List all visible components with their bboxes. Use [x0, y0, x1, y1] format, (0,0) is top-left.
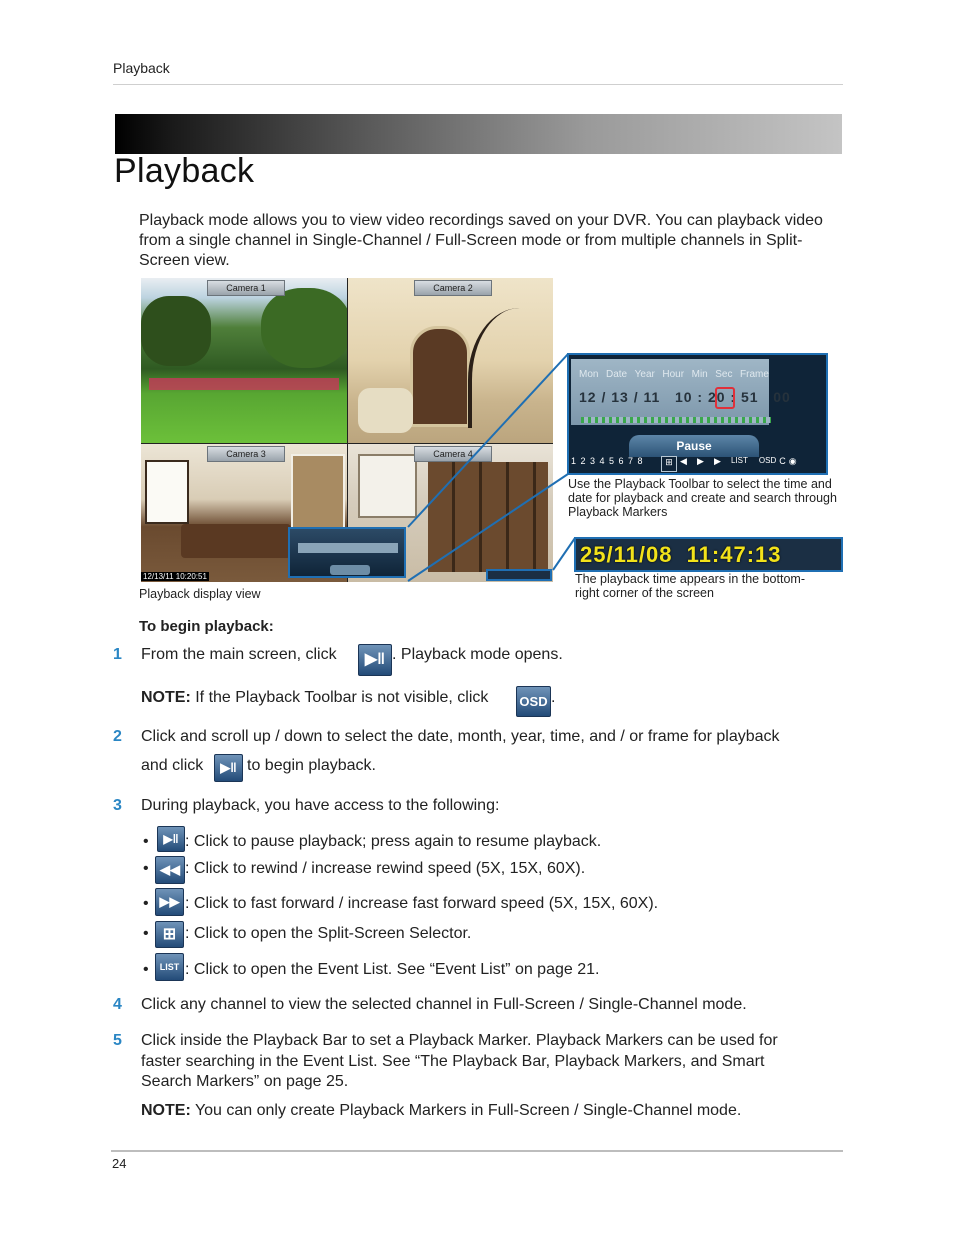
toolbar-marker-bar[interactable] — [581, 417, 771, 423]
time-readout-caption: The playback time appears in the bottom-right corner of the screen — [575, 572, 805, 600]
camera-3-label: Camera 3 — [207, 446, 285, 462]
note-2: NOTE: You can only create Playback Markers in Full-Screen / Single-Channel mode. — [141, 1102, 742, 1119]
display-caption: Playback display view — [139, 587, 261, 601]
min-field-highlight[interactable] — [715, 387, 735, 409]
split-screen-icon[interactable]: ⊞ — [155, 921, 184, 948]
fast-forward-icon[interactable]: ▶▶ — [155, 888, 184, 916]
rewind-icon[interactable]: ◀ — [680, 456, 687, 466]
steps-heading: To begin playback: — [139, 618, 274, 635]
bullet-dot: • — [143, 860, 149, 877]
note-1: NOTE: If the Playback Toolbar is not visible, click — [141, 689, 489, 706]
toolbar-time-value[interactable]: 12 / 13 / 11 10 : 20 : 51 00 — [579, 389, 791, 405]
rewind-icon[interactable]: ◀◀ — [155, 856, 185, 884]
toolbar-field-labels: Mon Date Year Hour Min Sec Frame — [579, 369, 769, 380]
note-1-end: . — [551, 689, 556, 706]
bullet-split-screen: : Click to open the Split-Screen Selector. — [185, 925, 472, 942]
bullet-dot: • — [143, 961, 149, 978]
step-5-line-2: faster searching in the Event List. See “The Playback Bar, Playback Markers, and Smart — [141, 1053, 765, 1070]
list-icon[interactable]: LIST — [731, 456, 748, 465]
bullet-event-list: : Click to open the Event List. See “Event List” on page 21. — [185, 961, 600, 978]
step-2-line-2: and click — [141, 757, 204, 774]
camera-icon[interactable]: ◉ — [788, 456, 797, 466]
bullet-play-pause: : Click to pause playback; press again to resume playback. — [185, 833, 602, 850]
play-pause-icon[interactable]: ▶‖ — [214, 754, 243, 782]
bullet-dot: • — [143, 833, 149, 850]
bullet-dot: • — [143, 895, 149, 912]
osd-icon[interactable]: OSD — [516, 686, 551, 717]
bullet-dot: • — [143, 925, 149, 942]
step-5-line-3: Search Markers” on page 25. — [141, 1073, 349, 1090]
display-timestamp: 12/13/11 10:20:51 — [143, 572, 207, 581]
intro-paragraph: Playback mode allows you to view video recordings saved on your DVR. You can playback video from a single channel in Single-Channel / Full-Screen mode or from multiple channels in Split-Screen view. — [139, 212, 823, 269]
play-pause-icon[interactable]: ▶‖ — [358, 644, 392, 676]
time-readout-value: 25/11/08 11:47:13 — [580, 542, 782, 567]
time-readout-callout — [574, 537, 843, 572]
bullet-rewind: : Click to rewind / increase rewind speed (5X, 15X, 60X). — [185, 860, 586, 877]
channel-numbers[interactable]: 1 2 3 4 5 6 7 8 — [571, 456, 644, 466]
step-1-text-end: . Playback mode opens. — [392, 646, 563, 663]
step-4-number: 4 — [113, 996, 122, 1013]
refresh-icon[interactable]: C — [779, 456, 786, 466]
split-screen-icon[interactable]: ⊞ — [661, 456, 677, 472]
step-4-text: Click any channel to view the selected channel in Full-Screen / Single-Channel mode. — [141, 996, 747, 1013]
camera-2-label: Camera 2 — [414, 280, 492, 296]
play-pause-icon[interactable]: ▶ — [697, 456, 704, 466]
pause-indicator: Pause — [629, 435, 759, 457]
bullet-fast-forward: : Click to fast forward / increase fast forward speed (5X, 15X, 60X). — [185, 895, 659, 912]
play-pause-icon[interactable]: ▶‖ — [157, 826, 185, 852]
page-number: 24 — [112, 1156, 127, 1171]
running-header: Playback — [113, 60, 170, 76]
osd-icon[interactable]: OSD — [758, 456, 777, 465]
page-title: Playback — [114, 152, 255, 190]
step-1-text: From the main screen, click — [141, 646, 337, 663]
toolbar-caption: Use the Playback Toolbar to select the time and date for playback and create and search through Playback Markers — [568, 477, 837, 519]
step-5-line-1: Click inside the Playback Bar to set a Playback Marker. Playback Markers can be used for — [141, 1032, 778, 1049]
step-3-number: 3 — [113, 797, 122, 814]
list-icon[interactable]: LIST — [155, 953, 184, 981]
toolbar-callout — [567, 353, 828, 475]
footer-divider — [111, 1150, 843, 1152]
step-2-number: 2 — [113, 728, 122, 745]
camera-1-label: Camera 1 — [207, 280, 285, 296]
step-2-line-1: Click and scroll up / down to select the date, month, year, time, and / or frame for playback — [141, 728, 780, 745]
camera-4-label: Camera 4 — [414, 446, 492, 462]
toolbar-buttons — [661, 456, 821, 472]
step-5-number: 5 — [113, 1032, 122, 1049]
step-1-number: 1 — [113, 646, 122, 663]
step-3-text: During playback, you have access to the following: — [141, 797, 500, 814]
fast-forward-icon[interactable]: ▶ — [714, 456, 721, 466]
step-2-line-2-end: to begin playback. — [247, 757, 376, 774]
